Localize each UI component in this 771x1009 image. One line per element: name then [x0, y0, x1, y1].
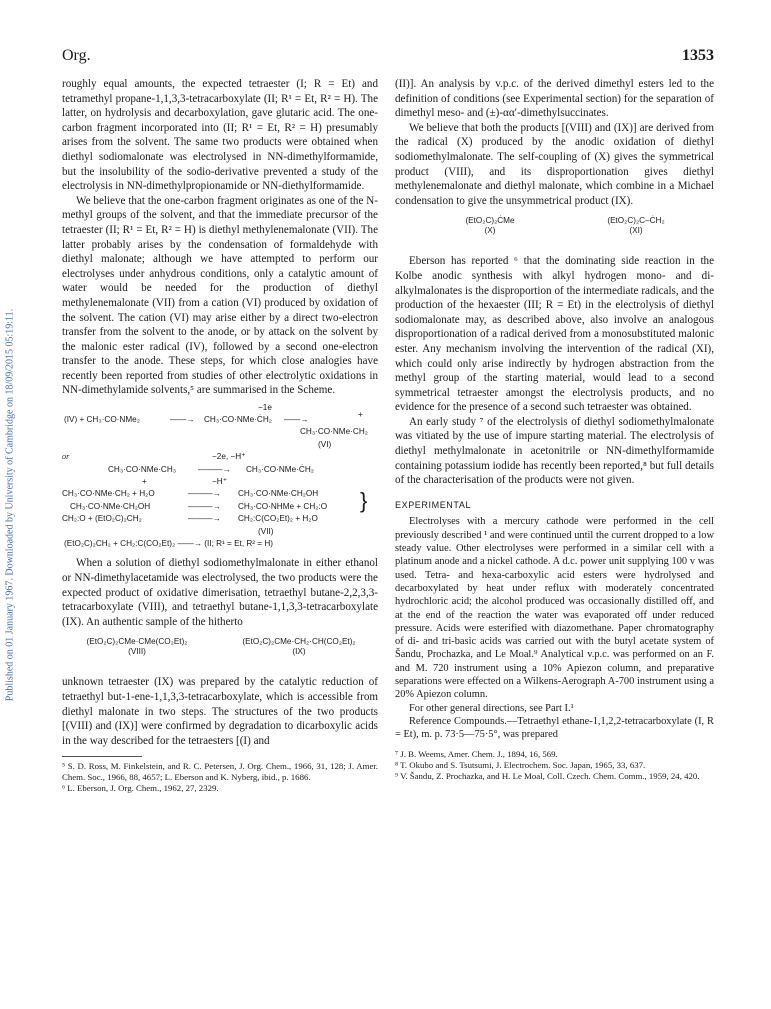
formulas-x-xi	[395, 216, 714, 246]
journal-name: Org.	[62, 47, 91, 64]
reaction-scheme	[62, 404, 378, 550]
right-paragraph-1: (II)]. An analysis by v.p.c. of the derived dimethyl esters led to the definition of conditions (see Experimental section) for the separation of dimethyl meso- and (±)-αα′-dimethylsuccinates.	[395, 78, 714, 120]
right-paragraph-3: Eberson has reported ⁶ that the dominating side reaction in the Kolbe anodic synthesis with alkyl hydrogen mono- and di-alkylmalonates is the disproportion of the intermediate radicals, and the production of the hexaester (III; R = Et) in the electrolysis of diethyl sodiomalonate may, as described above, also involve an analogous disproportionation of a radical derived from a monosubstituted malonic ester. Any mechanism involving the intervention of the radical (XI), which could only arise indirectly by hydrogen abstraction from the methyl group of the starting material, would lead to a second symmetrical tetraester amongst the electrolysis products, and no evidence for the presence of a second such tetraester was obtained.	[395, 255, 714, 414]
download-watermark	[2, 180, 18, 830]
formula-xi-structure: (EtO₂C)₂C–ĊH₂	[607, 216, 665, 226]
download-watermark-text: Published on 01 January 1967. Downloaded by University of Cambridge on 18/09/2015 05:19:11.	[4, 308, 16, 702]
scheme-arrow-label-2: −2e, −H⁺	[212, 452, 246, 462]
scheme-or: or	[62, 452, 70, 462]
left-paragraph-4: unknown tetraester (IX) was prepared by the catalytic reduction of tetraethyl but-1-ene-1,1,3,3-tetracarboxylate, which is accessible from diethyl malonate in two steps. The structures of the two products [(VIII) and (IX)] were confirmed by degradation to dicarboxylic acids in the way described for the tetraesters [(I) and	[62, 676, 378, 747]
page-header	[62, 47, 714, 67]
scheme-step6: (EtO₂C)₂CH₂ + CH₂:C(CO₂Et)₂ ——→ (II; R¹ = Et, R² = H)	[64, 538, 273, 548]
right-paragraph-2: We believe that both the products [(VIII) and (IX)] are derived from the radical (X) produced by the anodic oxidation of diethyl sodiomethylmalonate. The self-coupling of (X) gives the symmetrical product (VIII), and its disproportionation gives diethyl methylenemalonate and diethyl malonate, which combine in a Michael condensation to give the unsymmetrical product (IX).	[395, 121, 714, 207]
formula-viii	[62, 637, 212, 657]
formula-x-structure: (EtO₂C)₂ĊMe	[465, 216, 515, 226]
scheme-label-vii: (VII)	[258, 526, 274, 536]
experimental-body	[395, 515, 714, 741]
scheme-step5-reactants: CH₂:O + (EtO₂C)₂CH₂	[62, 514, 142, 524]
scheme-arrow-5: ———→	[188, 514, 221, 524]
experimental-paragraph-1: Electrolyses with a mercury cathode were performed in the cell previously described ¹ and were continued until the current dropped to a low steady value. Other electrolyses were performed in a similar cell with a platinum anode and a nickel cathode. A d.c. power unit supplying 100 v was used. Tetra- and hexa-carboxylic acid esters were hydrolysed and decarboxylated by heat under reflux with moderately concentrated hydrochloric acid; the alcohol produced was occasionally distilled off, and at the end of the reaction the water was evaporated off under reduced pressure. Acids were esterified with diazomethane. Paper chromatography of di- and tri-basic acids was carried out with the butyl acetate system of Šandu, Prochazka, and Le Moal.⁹ Analytical v.p.c. was performed on an F. and M. 720 instrument using a 10% Apiezon column, and preparative separations were effected on a Wilkens-Aerograph A-700 instrument using a 20% Apiezon column.	[395, 516, 714, 701]
scheme-step2-product: CH₃·CO·NMe·ĊH₂	[246, 464, 314, 474]
scheme-step3-product: CH₃·CO·NMe·CH₂OH	[238, 489, 319, 499]
scheme-plus-2: +	[142, 477, 147, 487]
footnote-8: ⁸ T. Okubo and S. Tsutsumi, J. Electrochem. Soc. Japan, 1965, 33, 637.	[395, 760, 646, 771]
footnote-6: ⁶ L. Eberson, J. Org. Chem., 1962, 27, 2329.	[62, 782, 219, 793]
scheme-arrow-label-1: −1e	[258, 403, 272, 413]
formulas-viii-ix	[62, 637, 378, 667]
scheme-plus-1: +	[358, 410, 363, 420]
formula-x	[435, 216, 545, 236]
footnote-5: ⁵ S. D. Ross, M. Finkelstein, and R. C. Petersen, J. Org. Chem., 1966, 31, 128; J. Amer. Chem. Soc., 1966, 88, 4657; L. Eberson and K. Nyberg, ibid., p. 1686.	[62, 761, 378, 783]
formula-ix-label: (IX)	[292, 647, 306, 657]
scheme-step2-reactant: CH₃·CO·NMe·CH₃	[108, 464, 177, 474]
scheme-step4-products: CH₃·CO·NHMe + CH₂:O	[238, 501, 328, 511]
scheme-arrow-1b: ——→	[284, 415, 309, 425]
left-paragraph-3: When a solution of diethyl sodiomethylmalonate in either ethanol or NN-dimethylacetamide was electrolysed, the two products were the expected product of oxidative dimerisation, tetraethyl butane-2,2,3,3-tetracarboxylate (VIII), and tetraethyl butane-1,1,3,3-tetracarboxylate (IX). An authentic sample of the hitherto	[62, 557, 378, 628]
right-column	[395, 77, 714, 782]
right-footnotes	[395, 749, 714, 781]
page-number: 1353	[682, 47, 714, 64]
formula-x-label: (X)	[484, 226, 496, 236]
scheme-arrow-4: ———→	[188, 501, 221, 511]
footnote-7: ⁷ J. B. Weems, Amer. Chem. J., 1894, 16, 569.	[395, 749, 558, 760]
formula-ix	[220, 637, 378, 657]
scheme-step3-reactants: CH₃·CO·NMe·CH₂ + H₂O	[62, 489, 155, 499]
scheme-step4-reactant: CH₃·CO·NMe·CH₂OH	[70, 501, 151, 511]
scheme-arrow-1: ——→	[170, 415, 195, 425]
scheme-step1-product: CH₃·CO·NMe·ĊH₂	[204, 415, 272, 425]
left-paragraph-1: roughly equal amounts, the expected tetraester (I; R = Et) and tetramethyl propane-1,1,3,3-tetracarboxylate (II; R¹ = Et, R² = H). The latter, on hydrolysis and decarboxylation, gave glutaric acid. The one-carbon fragment incorporated into (II; R¹ = Et, R² = H) presumably arises from the solvent. The same two products were obtained when diethyl sodiomalonate was electrolysed in NN-dimethylformamide, but the insolubility of the sodio-derivative prevented a study of the electrolysis in NN-dimethylpropionamide or NN-diethylformamide.	[62, 78, 378, 193]
scheme-arrow-2: ———→	[198, 464, 231, 474]
footnote-rule	[62, 756, 142, 757]
scheme-step1-cation: CH₃·CO·NMe·CH₂	[300, 427, 368, 437]
scheme-step1-reactants: (IV) + CH₃·CO·NMe₂	[64, 415, 140, 425]
left-column	[62, 77, 378, 794]
experimental-paragraph-2: For other general directions, see Part I.¹	[409, 702, 574, 714]
footnote-9: ⁹ V. Šandu, Z. Prochazka, and H. Le Moal, Coll. Czech. Chem. Comm., 1959, 24, 420.	[395, 771, 700, 782]
formula-xi	[581, 216, 691, 236]
scheme-label-vi: (VI)	[318, 439, 332, 449]
formula-ix-structure: (EtO₂C)₂CMe·CH₂·CH(CO₂Et)₂	[242, 637, 356, 647]
formula-viii-structure: (EtO₂C)₂CMe·CMe(CO₂Et)₂	[86, 637, 188, 647]
experimental-paragraph-3: Reference Compounds.—Tetraethyl ethane-1,1,2,2-tetracarboxylate (I, R = Et), m. p. 73·5—75·5°, was prepared	[395, 715, 714, 741]
scheme-step5-products: CH₂:C(CO₂Et)₂ + H₂O	[238, 514, 318, 524]
scheme-arrow-3: ———→	[188, 489, 221, 499]
right-paragraph-4: An early study ⁷ of the electrolysis of diethyl sodiomethylmalonate was vitiated by the use of impure starting material. The electrolysis of diethyl methylmalonate in acetonitrile or NN-dimethylformamide containing potassium iodide has recently been reported,⁸ but full details of the characterisation of the products were not given.	[395, 415, 714, 487]
formula-viii-label: (VIII)	[128, 647, 146, 657]
section-heading-experimental: EXPERIMENTAL	[395, 499, 472, 510]
scheme-arrow-label-3: −H⁺	[212, 477, 228, 487]
formula-xi-label: (XI)	[629, 226, 643, 236]
scheme-brace: }	[360, 487, 368, 513]
left-footnotes	[62, 756, 378, 793]
left-paragraph-2: We believe that the one-carbon fragment originates as one of the N-methyl groups of the solvent, and that the immediate precursor of the tetraester (II; R¹ = Et, R² = H) is diethyl methylenemalonate (VII). The latter probably arises by the condensation of formaldehyde with diethyl malonate; although we have attempted to perform our electrolyses under anhydrous conditions, only a catalytic amount of water would be needed for the production of diethyl methylenemalonate (VII) from a cation (VI) produced by oxidation of the solvent. The cation (VI) may arise either by a direct two-electron transfer from the solvent to the anode, or by attack on the solvent by the malonic ester radical (IV), followed by a second one-electron transfer to the anode. These steps, for which close analogies have recently been reported from studies of other electrolytic oxidations in NN-dimethylamide solvents,⁵ are summarised in the Scheme.	[62, 194, 378, 397]
